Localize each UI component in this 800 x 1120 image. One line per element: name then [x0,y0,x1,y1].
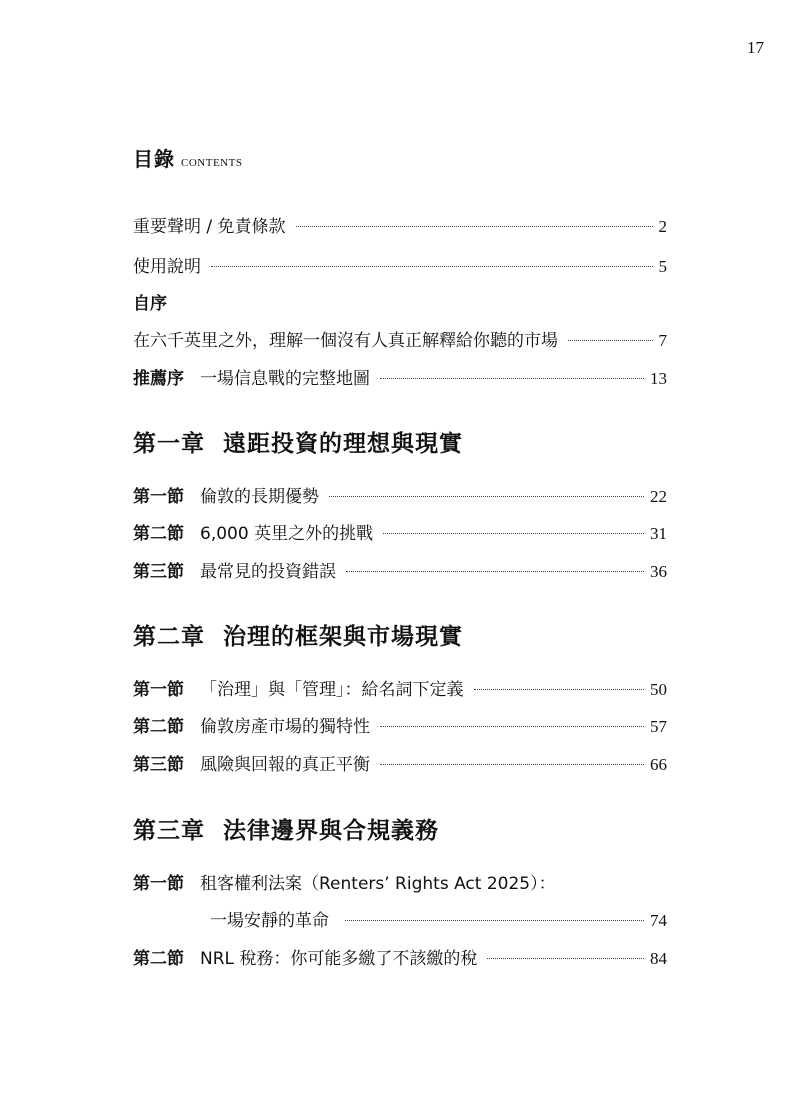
entry-page: 2 [658,217,667,236]
dot-leader [211,266,653,267]
section-title: 租客權利法案（Renters’ Rights Act 2025）： [200,874,556,894]
section-title: 最常見的投資錯誤 [200,562,336,582]
toc-entry-1-2[interactable] [133,519,667,544]
dot-leader [380,764,644,765]
toc-entry-preface[interactable] [133,326,667,351]
section-title: 倫敦的長期優勢 [200,487,319,507]
section-title: 「治理」與「管理」：給名詞下定義 [200,680,464,700]
toc-entry-3-1[interactable] [133,869,667,894]
entry-page: 13 [650,369,667,388]
section-label: 第一節 [133,874,184,894]
section-title: NRL 稅務：你可能多繳了不該繳的稅 [200,949,478,969]
toc-heading [133,143,242,172]
toc-entry-1-1[interactable] [133,482,667,507]
toc-title: 目錄 [133,147,175,171]
section-label: 第二節 [133,524,184,544]
section-title: 6,000 英里之外的挑戰 [200,524,374,544]
entry-title: 一場信息戰的完整地圖 [200,369,370,389]
section-page: 74 [650,911,667,930]
dot-leader [474,689,645,690]
section-title-continued: 一場安靜的革命 [210,911,329,931]
section-page: 66 [650,755,667,774]
section-page: 36 [650,562,667,581]
section-page: 22 [650,487,667,506]
entry-page: 7 [658,331,667,350]
toc-entry-1-3[interactable] [133,557,667,582]
dot-leader [345,920,644,921]
chapter-3-heading[interactable] [133,812,439,845]
chapter-label: 第一章 [133,430,205,457]
chapter-title: 遠距投資的理想與現實 [223,430,463,457]
dot-leader [380,726,644,727]
dot-leader [296,226,653,227]
toc-entry-2-1[interactable] [133,675,667,700]
entry-title: 在六千英里之外，理解一個沒有人真正解釋給你聽的市場 [133,331,558,351]
section-label: 第一節 [133,680,184,700]
section-title: 風險與回報的真正平衡 [200,755,370,775]
chapter-1-heading[interactable] [133,425,463,458]
dot-leader [568,340,653,341]
section-page: 50 [650,680,667,699]
entry-label: 推薦序 [133,369,184,389]
entry-page: 5 [658,257,667,276]
section-label: 第三節 [133,755,184,775]
chapter-label: 第三章 [133,817,205,844]
dot-leader [346,571,644,572]
chapter-label: 第二章 [133,623,205,650]
toc-entry-2-3[interactable] [133,750,667,775]
toc-entry-2-2[interactable] [133,712,667,737]
section-label: 第二節 [133,717,184,737]
entry-title: 使用說明 [133,257,201,277]
section-title: 倫敦房產市場的獨特性 [200,717,370,737]
section-label: 第一節 [133,487,184,507]
section-page: 57 [650,717,667,736]
entry-title: 重要聲明 / 免責條款 [133,217,286,237]
dot-leader [487,958,644,959]
chapter-title: 治理的框架與市場現實 [223,623,463,650]
chapter-title: 法律邊界與合規義務 [223,817,439,844]
section-label: 第三節 [133,562,184,582]
toc-subtitle: CONTENTS [181,157,243,169]
toc-entry-recommend[interactable] [133,364,667,389]
section-page: 31 [650,524,667,543]
toc-entry-3-1-continued[interactable] [210,906,667,931]
toc-entry-usage[interactable] [133,252,667,277]
chapter-2-heading[interactable] [133,618,463,651]
toc-entry-disclaimer[interactable] [133,212,667,237]
preface-label: 自序 [133,294,167,314]
section-label: 第二節 [133,949,184,969]
dot-leader [380,378,644,379]
dot-leader [383,533,644,534]
section-page: 84 [650,949,667,968]
toc-entry-3-2[interactable] [133,944,667,969]
dot-leader [329,496,644,497]
page-number: 17 [747,38,764,57]
